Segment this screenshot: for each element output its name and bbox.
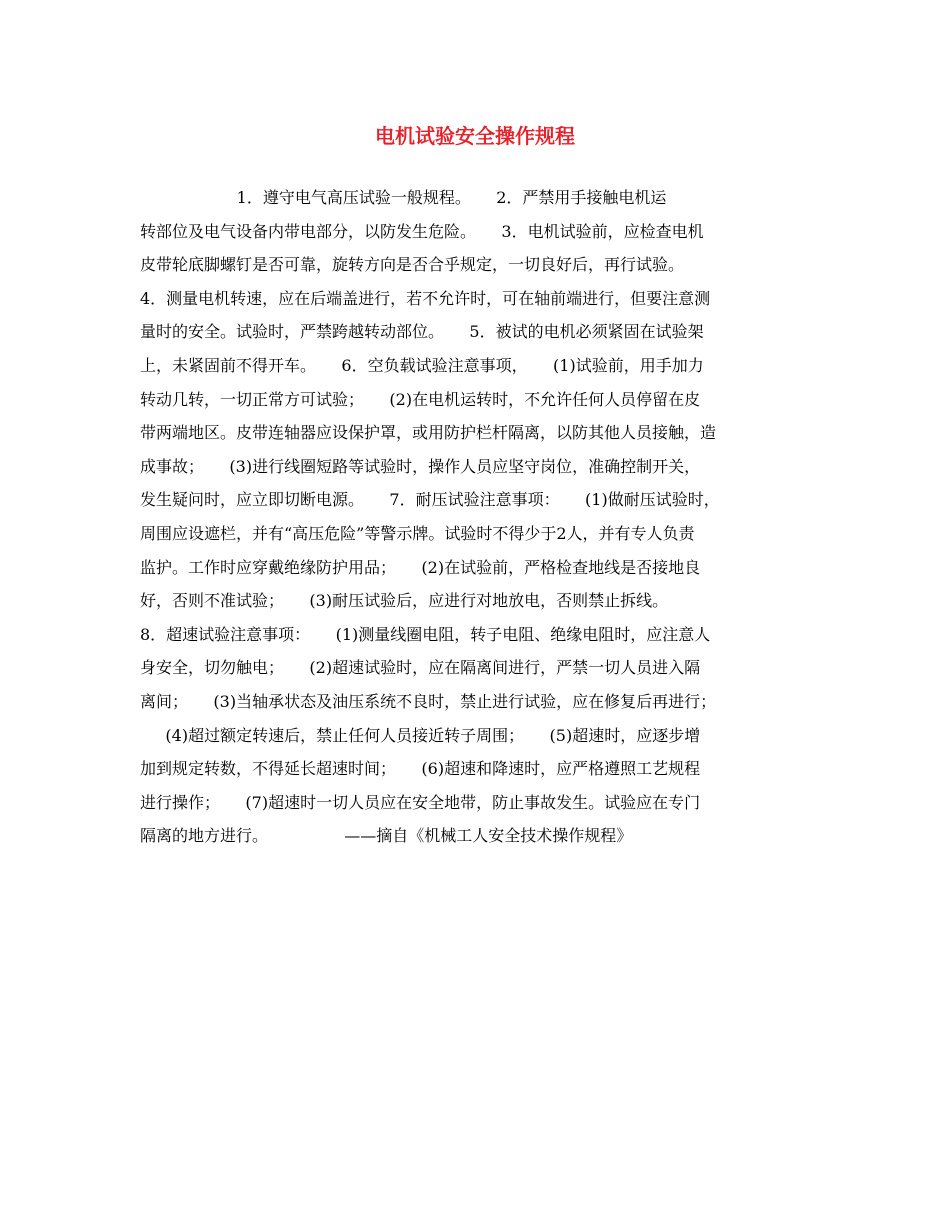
body-line: 离间； (3)当轴承状态及油压系统不良时，禁止进行试验，应在修复后再进行；: [140, 691, 717, 711]
body-line: 上，未紧固前不得开车。 6．空负载试验注意事项， (1)试验前，用手加力: [140, 355, 704, 375]
body-line: 1．遵守电气高压试验一般规程。 2．严禁用手接触电机运: [140, 188, 667, 207]
body-line: 4．测量电机转速，应在后端盖进行，若不允许时，可在轴前端进行，但要注意测: [140, 288, 711, 308]
body-line: 周围应设遮栏，并有“高压危险”等警示牌。试验时不得少于2人，并有专人负责: [140, 523, 695, 543]
body-line: 量时的安全。试验时，严禁跨越转动部位。 5．被试的电机必须紧固在试验架: [140, 322, 704, 342]
body-line: 转部位及电气设备内带电部分，以防发生危险。 3．电机试验前，应检查电机: [140, 221, 704, 241]
body-line: 带两端地区。皮带连轴器应设保护罩，或用防护栏杆隔离，以防其他人员接触，造: [140, 423, 717, 443]
body-line: 进行操作； (7)超速时一切人员应在安全地带，防止事故发生。试验应在专门: [140, 792, 701, 812]
body-line: 身安全，切勿触电； (2)超速试验时，应在隔离间进行，严禁一切人员进入隔: [140, 658, 701, 678]
body-line: 监护。工作时应穿戴绝缘防护用品； (2)在试验前，严格检查地线是否接地良: [140, 557, 701, 577]
body-line: 好，否则不准试验； (3)耐压试验后，应进行对地放电，否则禁止拆线。: [140, 591, 669, 611]
body-line: 8．超速试验注意事项： (1)测量线圈电阻，转子电阻、绝缘电阻时，应注意人: [140, 624, 711, 644]
body-line: 成事故； (3)进行线圈短路等试验时，操作人员应坚守岗位，准确控制开关，: [140, 456, 701, 476]
body-line: 发生疑问时，应立即切断电源。 7．耐压试验注意事项： (1)做耐压试验时，: [140, 490, 720, 510]
document-body: [140, 181, 812, 853]
body-line: (4)超过额定转速后，禁止任何人员接近转子周围； (5)超速时，应逐步增: [140, 725, 701, 745]
body-line: 隔离的地方进行。 ——摘自《机械工人安全技术操作规程》: [140, 826, 633, 846]
body-line: 转动几转，一切正常方可试验； (2)在电机运转时，不允许任何人员停留在皮: [140, 389, 701, 409]
document-title: 电机试验安全操作规程: [375, 124, 575, 148]
body-line: 加到规定转数，不得延长超速时间； (6)超速和降速时，应严格遵照工艺规程: [140, 759, 701, 779]
body-line: 皮带轮底脚螺钉是否可靠，旋转方向是否合乎规定，一切良好后，再行试验。: [140, 255, 685, 275]
